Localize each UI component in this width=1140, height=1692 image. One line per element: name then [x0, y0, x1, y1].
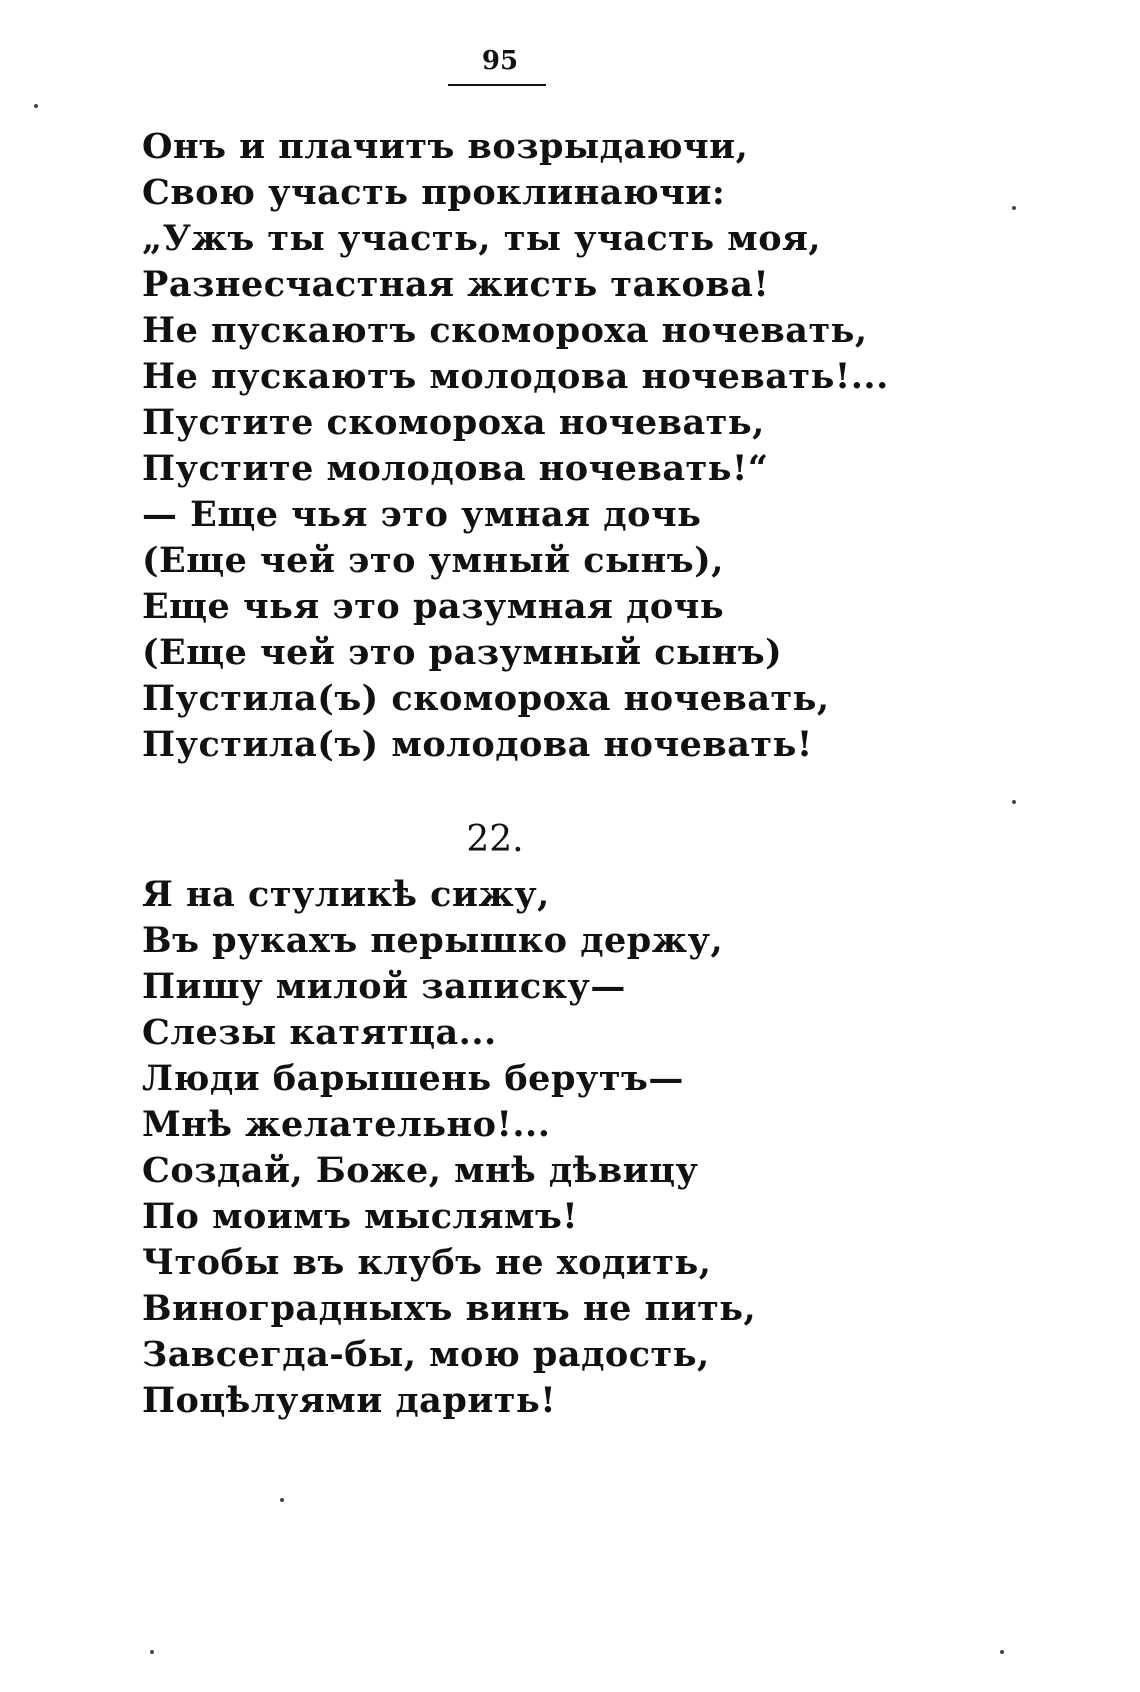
verse-line: Завсегда-бы, мою радость,	[142, 1334, 710, 1375]
print-speck	[34, 104, 38, 108]
verse-line: Чтобы въ клубъ не ходить,	[142, 1242, 712, 1283]
verse-line: Поцѣлуями дарить!	[142, 1380, 557, 1421]
page-number-rule	[448, 84, 546, 86]
verse-line: Свою участь проклинаючи:	[142, 172, 726, 213]
verse-line: Пустила(ъ) молодова ночевать!	[142, 724, 813, 765]
poem-21-stanza	[142, 124, 889, 768]
page-number: 95	[481, 46, 519, 76]
verse-line: Пустите молодова ночевать!“	[142, 448, 769, 489]
verse-line: Разнесчастная жисть такова!	[142, 264, 770, 305]
verse-line: Въ рукахъ перышко держу,	[142, 920, 724, 961]
verse-line: Не пускаютъ молодова ночевать!...	[142, 356, 889, 397]
verse-line: (Еще чей это разумный сынъ)	[142, 632, 783, 673]
print-speck	[150, 1650, 154, 1654]
print-speck	[1012, 800, 1016, 804]
poem-22-stanza	[142, 872, 756, 1424]
verse-line: Виноградныхъ винъ не пить,	[142, 1288, 757, 1329]
verse-line: По моимъ мыслямъ!	[142, 1196, 579, 1237]
verse-line: Онъ и плачитъ возрыдаючи,	[142, 126, 749, 167]
verse-line: Создай, Боже, мнѣ дѣвицу	[142, 1150, 699, 1191]
verse-line: — Еще чья это умная дочь	[142, 494, 702, 535]
verse-line: Люди барышень берутъ—	[142, 1058, 684, 1099]
verse-line: Я на стуликѣ сижу,	[142, 874, 550, 915]
verse-line: Еще чья это разумная дочь	[142, 586, 725, 627]
verse-line: „Ужъ ты участь, ты участь моя,	[142, 218, 822, 259]
print-speck	[280, 1498, 284, 1502]
print-speck	[1000, 1650, 1004, 1654]
poem-section-number: 22.	[466, 819, 524, 860]
verse-line: (Еще чей это умный сынъ),	[142, 540, 724, 581]
print-speck	[1012, 206, 1016, 210]
verse-line: Не пускаютъ скомороха ночевать,	[142, 310, 868, 351]
verse-line: Мнѣ желательно!...	[142, 1104, 551, 1145]
verse-line: Пишу милой записку—	[142, 966, 626, 1007]
verse-line: Пустите скомороха ночевать,	[142, 402, 765, 443]
verse-line: Слезы катятца...	[142, 1012, 497, 1053]
verse-line: Пустила(ъ) скомороха ночевать,	[142, 678, 830, 719]
